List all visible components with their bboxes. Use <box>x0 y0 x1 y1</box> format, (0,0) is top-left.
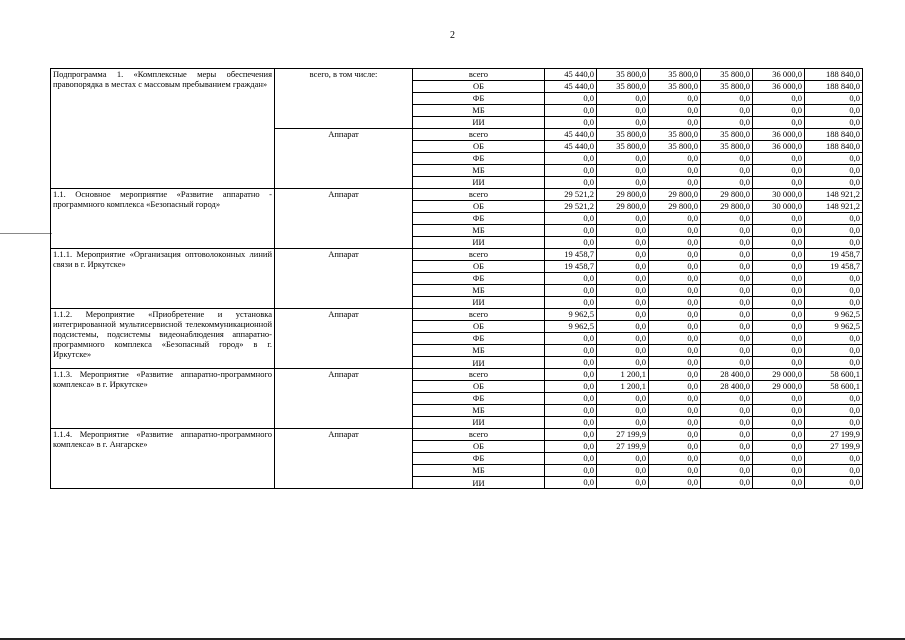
amount-cell: 0,0 <box>701 429 753 441</box>
amount-cell: 0,0 <box>805 237 863 249</box>
amount-cell: 0,0 <box>805 345 863 357</box>
row-name: 1.1.3. Мероприятие «Развитие аппаратно-программного комплекса» в г. Иркутске» <box>51 369 275 429</box>
table-row <box>51 369 863 381</box>
amount-cell: 0,0 <box>545 465 597 477</box>
amount-cell: 0,0 <box>649 117 701 129</box>
amount-cell: 35 800,0 <box>597 129 649 141</box>
amount-cell: 0,0 <box>701 225 753 237</box>
amount-cell: 0,0 <box>805 177 863 189</box>
amount-cell: 0,0 <box>701 357 753 369</box>
amount-cell: 45 440,0 <box>545 141 597 153</box>
amount-cell: 0,0 <box>805 273 863 285</box>
amount-cell: 0,0 <box>649 441 701 453</box>
amount-cell: 0,0 <box>753 297 805 309</box>
amount-cell: 0,0 <box>701 165 753 177</box>
funding-source: ФБ <box>413 333 545 345</box>
amount-cell: 0,0 <box>753 93 805 105</box>
amount-cell: 58 600,1 <box>805 381 863 393</box>
amount-cell: 45 440,0 <box>545 81 597 93</box>
amount-cell: 0,0 <box>597 177 649 189</box>
amount-cell: 0,0 <box>649 213 701 225</box>
amount-cell: 0,0 <box>701 213 753 225</box>
amount-cell: 27 199,9 <box>597 429 649 441</box>
row-executor: Аппарат <box>275 129 413 189</box>
amount-cell: 0,0 <box>545 429 597 441</box>
row-name: Подпрограмма 1. «Комплексные меры обеспечения правопорядка в местах с массовым пребыванием граждан» <box>51 69 275 129</box>
amount-cell: 0,0 <box>805 477 863 489</box>
amount-cell: 0,0 <box>649 309 701 321</box>
amount-cell: 30 000,0 <box>753 189 805 201</box>
amount-cell: 0,0 <box>545 285 597 297</box>
amount-cell: 0,0 <box>597 105 649 117</box>
funding-source: ОБ <box>413 81 545 93</box>
table-row <box>51 69 863 81</box>
amount-cell: 0,0 <box>649 237 701 249</box>
amount-cell: 0,0 <box>701 249 753 261</box>
amount-cell: 0,0 <box>805 105 863 117</box>
amount-cell: 30 000,0 <box>753 201 805 213</box>
funding-source: ОБ <box>413 141 545 153</box>
amount-cell: 9 962,5 <box>805 321 863 333</box>
amount-cell: 0,0 <box>545 165 597 177</box>
amount-cell: 29 521,2 <box>545 201 597 213</box>
amount-cell: 0,0 <box>597 165 649 177</box>
amount-cell: 0,0 <box>805 357 863 369</box>
amount-cell: 35 800,0 <box>701 69 753 81</box>
amount-cell: 0,0 <box>753 261 805 273</box>
row-name: 1.1.1. Мероприятие «Организация оптоволоконных линий связи в г. Иркутске» <box>51 249 275 309</box>
row-executor: Аппарат <box>275 429 413 489</box>
row-executor: Аппарат <box>275 369 413 429</box>
amount-cell: 0,0 <box>649 225 701 237</box>
amount-cell: 0,0 <box>545 93 597 105</box>
amount-cell: 0,0 <box>649 429 701 441</box>
amount-cell: 0,0 <box>753 345 805 357</box>
amount-cell: 29 800,0 <box>701 189 753 201</box>
funding-source: всего <box>413 309 545 321</box>
amount-cell: 35 800,0 <box>649 69 701 81</box>
amount-cell: 0,0 <box>597 225 649 237</box>
amount-cell: 0,0 <box>805 465 863 477</box>
table-row <box>51 309 863 321</box>
amount-cell: 45 440,0 <box>545 129 597 141</box>
row-executor: Аппарат <box>275 309 413 369</box>
amount-cell: 0,0 <box>701 465 753 477</box>
amount-cell: 0,0 <box>649 417 701 429</box>
funding-source: всего <box>413 189 545 201</box>
amount-cell: 0,0 <box>649 165 701 177</box>
amount-cell: 0,0 <box>753 285 805 297</box>
amount-cell: 0,0 <box>649 321 701 333</box>
amount-cell: 0,0 <box>753 117 805 129</box>
amount-cell: 0,0 <box>805 117 863 129</box>
amount-cell: 0,0 <box>701 393 753 405</box>
amount-cell: 0,0 <box>545 393 597 405</box>
table-row <box>51 249 863 261</box>
amount-cell: 0,0 <box>545 177 597 189</box>
amount-cell: 29 000,0 <box>753 381 805 393</box>
amount-cell: 0,0 <box>753 417 805 429</box>
amount-cell: 0,0 <box>597 417 649 429</box>
amount-cell: 0,0 <box>597 393 649 405</box>
amount-cell: 0,0 <box>597 249 649 261</box>
amount-cell: 0,0 <box>701 105 753 117</box>
amount-cell: 0,0 <box>545 273 597 285</box>
amount-cell: 1 200,1 <box>597 369 649 381</box>
amount-cell: 0,0 <box>753 249 805 261</box>
amount-cell: 35 800,0 <box>597 81 649 93</box>
amount-cell: 0,0 <box>753 441 805 453</box>
amount-cell: 9 962,5 <box>545 309 597 321</box>
page-number: 2 <box>450 30 455 41</box>
amount-cell: 0,0 <box>545 153 597 165</box>
amount-cell: 0,0 <box>597 321 649 333</box>
amount-cell: 0,0 <box>753 309 805 321</box>
amount-cell: 0,0 <box>701 309 753 321</box>
funding-source: ФБ <box>413 213 545 225</box>
amount-cell: 9 962,5 <box>545 321 597 333</box>
funding-source: ФБ <box>413 153 545 165</box>
funding-source: всего <box>413 369 545 381</box>
amount-cell: 0,0 <box>805 213 863 225</box>
amount-cell: 0,0 <box>701 177 753 189</box>
row-executor: Аппарат <box>275 189 413 249</box>
funding-source: МБ <box>413 165 545 177</box>
amount-cell: 35 800,0 <box>701 129 753 141</box>
amount-cell: 0,0 <box>805 405 863 417</box>
funding-source: МБ <box>413 465 545 477</box>
amount-cell: 27 199,9 <box>805 441 863 453</box>
amount-cell: 0,0 <box>701 273 753 285</box>
amount-cell: 0,0 <box>701 93 753 105</box>
amount-cell: 0,0 <box>649 177 701 189</box>
amount-cell: 0,0 <box>545 237 597 249</box>
amount-cell: 0,0 <box>753 213 805 225</box>
funding-source: ИИ <box>413 237 545 249</box>
amount-cell: 0,0 <box>545 369 597 381</box>
amount-cell: 35 800,0 <box>701 141 753 153</box>
amount-cell: 0,0 <box>753 321 805 333</box>
amount-cell: 0,0 <box>545 453 597 465</box>
amount-cell: 28 400,0 <box>701 369 753 381</box>
amount-cell: 0,0 <box>753 429 805 441</box>
amount-cell: 35 800,0 <box>597 69 649 81</box>
amount-cell: 0,0 <box>805 333 863 345</box>
funding-source: ОБ <box>413 261 545 273</box>
amount-cell: 0,0 <box>545 357 597 369</box>
amount-cell: 36 000,0 <box>753 129 805 141</box>
amount-cell: 0,0 <box>597 261 649 273</box>
funding-source: МБ <box>413 345 545 357</box>
amount-cell: 0,0 <box>805 165 863 177</box>
amount-cell: 27 199,9 <box>597 441 649 453</box>
amount-cell: 0,0 <box>805 297 863 309</box>
amount-cell: 0,0 <box>753 237 805 249</box>
funding-source: ФБ <box>413 93 545 105</box>
scan-mark <box>0 233 52 234</box>
amount-cell: 0,0 <box>545 345 597 357</box>
amount-cell: 0,0 <box>753 273 805 285</box>
amount-cell: 0,0 <box>597 477 649 489</box>
amount-cell: 29 800,0 <box>597 189 649 201</box>
amount-cell: 35 800,0 <box>597 141 649 153</box>
amount-cell: 0,0 <box>649 249 701 261</box>
amount-cell: 29 800,0 <box>649 201 701 213</box>
amount-cell: 36 000,0 <box>753 81 805 93</box>
amount-cell: 0,0 <box>545 105 597 117</box>
amount-cell: 0,0 <box>805 153 863 165</box>
amount-cell: 0,0 <box>753 393 805 405</box>
amount-cell: 0,0 <box>753 465 805 477</box>
amount-cell: 0,0 <box>753 405 805 417</box>
amount-cell: 0,0 <box>649 345 701 357</box>
amount-cell: 19 458,7 <box>545 249 597 261</box>
amount-cell: 0,0 <box>545 441 597 453</box>
amount-cell: 0,0 <box>805 453 863 465</box>
amount-cell: 0,0 <box>701 297 753 309</box>
table-row <box>51 129 863 141</box>
funding-source: МБ <box>413 285 545 297</box>
amount-cell: 0,0 <box>649 453 701 465</box>
budget-table <box>50 68 863 489</box>
amount-cell: 28 400,0 <box>701 381 753 393</box>
amount-cell: 0,0 <box>649 93 701 105</box>
amount-cell: 0,0 <box>597 333 649 345</box>
amount-cell: 0,0 <box>649 357 701 369</box>
amount-cell: 0,0 <box>649 273 701 285</box>
funding-source: ОБ <box>413 201 545 213</box>
amount-cell: 0,0 <box>753 453 805 465</box>
amount-cell: 35 800,0 <box>649 141 701 153</box>
amount-cell: 0,0 <box>753 357 805 369</box>
amount-cell: 0,0 <box>649 477 701 489</box>
row-executor: всего, в том числе: <box>275 69 413 129</box>
amount-cell: 19 458,7 <box>805 249 863 261</box>
funding-source: ОБ <box>413 441 545 453</box>
amount-cell: 0,0 <box>597 117 649 129</box>
funding-source: МБ <box>413 225 545 237</box>
amount-cell: 0,0 <box>545 381 597 393</box>
funding-source: МБ <box>413 105 545 117</box>
amount-cell: 0,0 <box>649 333 701 345</box>
amount-cell: 0,0 <box>597 309 649 321</box>
amount-cell: 0,0 <box>701 333 753 345</box>
amount-cell: 0,0 <box>753 333 805 345</box>
amount-cell: 35 800,0 <box>649 129 701 141</box>
amount-cell: 36 000,0 <box>753 141 805 153</box>
amount-cell: 0,0 <box>753 177 805 189</box>
funding-source: ИИ <box>413 357 545 369</box>
amount-cell: 19 458,7 <box>545 261 597 273</box>
funding-source: ФБ <box>413 273 545 285</box>
amount-cell: 0,0 <box>649 261 701 273</box>
amount-cell: 0,0 <box>753 477 805 489</box>
amount-cell: 0,0 <box>597 153 649 165</box>
amount-cell: 0,0 <box>597 345 649 357</box>
amount-cell: 0,0 <box>701 441 753 453</box>
amount-cell: 0,0 <box>805 93 863 105</box>
amount-cell: 29 800,0 <box>701 201 753 213</box>
amount-cell: 0,0 <box>753 165 805 177</box>
funding-source: МБ <box>413 405 545 417</box>
amount-cell: 188 840,0 <box>805 129 863 141</box>
amount-cell: 0,0 <box>805 417 863 429</box>
amount-cell: 0,0 <box>597 273 649 285</box>
funding-source: ИИ <box>413 117 545 129</box>
amount-cell: 29 521,2 <box>545 189 597 201</box>
amount-cell: 0,0 <box>701 321 753 333</box>
amount-cell: 0,0 <box>701 237 753 249</box>
amount-cell: 0,0 <box>649 153 701 165</box>
amount-cell: 0,0 <box>649 465 701 477</box>
amount-cell: 0,0 <box>597 93 649 105</box>
amount-cell: 0,0 <box>701 405 753 417</box>
row-name <box>51 129 275 189</box>
funding-source: ФБ <box>413 393 545 405</box>
table-row <box>51 189 863 201</box>
amount-cell: 188 840,0 <box>805 141 863 153</box>
amount-cell: 0,0 <box>597 465 649 477</box>
funding-source: всего <box>413 69 545 81</box>
funding-source: всего <box>413 249 545 261</box>
funding-source: ОБ <box>413 321 545 333</box>
funding-source: ФБ <box>413 453 545 465</box>
amount-cell: 0,0 <box>545 417 597 429</box>
amount-cell: 0,0 <box>753 153 805 165</box>
amount-cell: 0,0 <box>649 285 701 297</box>
amount-cell: 45 440,0 <box>545 69 597 81</box>
amount-cell: 35 800,0 <box>649 81 701 93</box>
amount-cell: 0,0 <box>545 213 597 225</box>
amount-cell: 27 199,9 <box>805 429 863 441</box>
amount-cell: 0,0 <box>649 393 701 405</box>
amount-cell: 0,0 <box>701 345 753 357</box>
amount-cell: 0,0 <box>545 477 597 489</box>
amount-cell: 0,0 <box>597 453 649 465</box>
amount-cell: 0,0 <box>805 225 863 237</box>
row-name: 1.1.4. Мероприятие «Развитие аппаратно-программного комплекса» в г. Ангарске» <box>51 429 275 489</box>
amount-cell: 188 840,0 <box>805 69 863 81</box>
amount-cell: 188 840,0 <box>805 81 863 93</box>
amount-cell: 0,0 <box>545 297 597 309</box>
funding-source: всего <box>413 129 545 141</box>
amount-cell: 0,0 <box>649 297 701 309</box>
amount-cell: 0,0 <box>701 261 753 273</box>
amount-cell: 0,0 <box>597 405 649 417</box>
amount-cell: 0,0 <box>649 381 701 393</box>
amount-cell: 148 921,2 <box>805 201 863 213</box>
amount-cell: 0,0 <box>753 225 805 237</box>
table-row <box>51 429 863 441</box>
amount-cell: 0,0 <box>753 105 805 117</box>
amount-cell: 0,0 <box>701 153 753 165</box>
row-executor: Аппарат <box>275 249 413 309</box>
amount-cell: 0,0 <box>805 393 863 405</box>
amount-cell: 29 000,0 <box>753 369 805 381</box>
amount-cell: 0,0 <box>597 213 649 225</box>
funding-source: всего <box>413 429 545 441</box>
amount-cell: 29 800,0 <box>597 201 649 213</box>
amount-cell: 1 200,1 <box>597 381 649 393</box>
amount-cell: 0,0 <box>597 237 649 249</box>
amount-cell: 0,0 <box>649 369 701 381</box>
amount-cell: 0,0 <box>545 225 597 237</box>
amount-cell: 58 600,1 <box>805 369 863 381</box>
amount-cell: 9 962,5 <box>805 309 863 321</box>
amount-cell: 0,0 <box>701 117 753 129</box>
amount-cell: 0,0 <box>545 333 597 345</box>
amount-cell: 19 458,7 <box>805 261 863 273</box>
amount-cell: 0,0 <box>805 285 863 297</box>
row-name: 1.1. Основное мероприятие «Развитие аппаратно - программного комплекса «Безопасный город» <box>51 189 275 249</box>
amount-cell: 0,0 <box>545 405 597 417</box>
row-name: 1.1.2. Мероприятие «Приобретение и установка интегрированной мультисервисной телекоммуникационной подсистемы, подсистемы видеонаблюдения аппаратно-программного комплекса «Безопасный город» в г. Иркутске» <box>51 309 275 369</box>
amount-cell: 0,0 <box>545 117 597 129</box>
amount-cell: 35 800,0 <box>701 81 753 93</box>
amount-cell: 0,0 <box>597 297 649 309</box>
funding-source: ИИ <box>413 477 545 489</box>
amount-cell: 0,0 <box>701 477 753 489</box>
amount-cell: 148 921,2 <box>805 189 863 201</box>
amount-cell: 0,0 <box>701 285 753 297</box>
funding-source: ИИ <box>413 177 545 189</box>
funding-source: ИИ <box>413 417 545 429</box>
funding-source: ОБ <box>413 381 545 393</box>
amount-cell: 0,0 <box>701 453 753 465</box>
amount-cell: 0,0 <box>701 417 753 429</box>
amount-cell: 36 000,0 <box>753 69 805 81</box>
amount-cell: 0,0 <box>649 105 701 117</box>
amount-cell: 0,0 <box>597 285 649 297</box>
funding-source: ИИ <box>413 297 545 309</box>
amount-cell: 0,0 <box>597 357 649 369</box>
amount-cell: 0,0 <box>649 405 701 417</box>
amount-cell: 29 800,0 <box>649 189 701 201</box>
